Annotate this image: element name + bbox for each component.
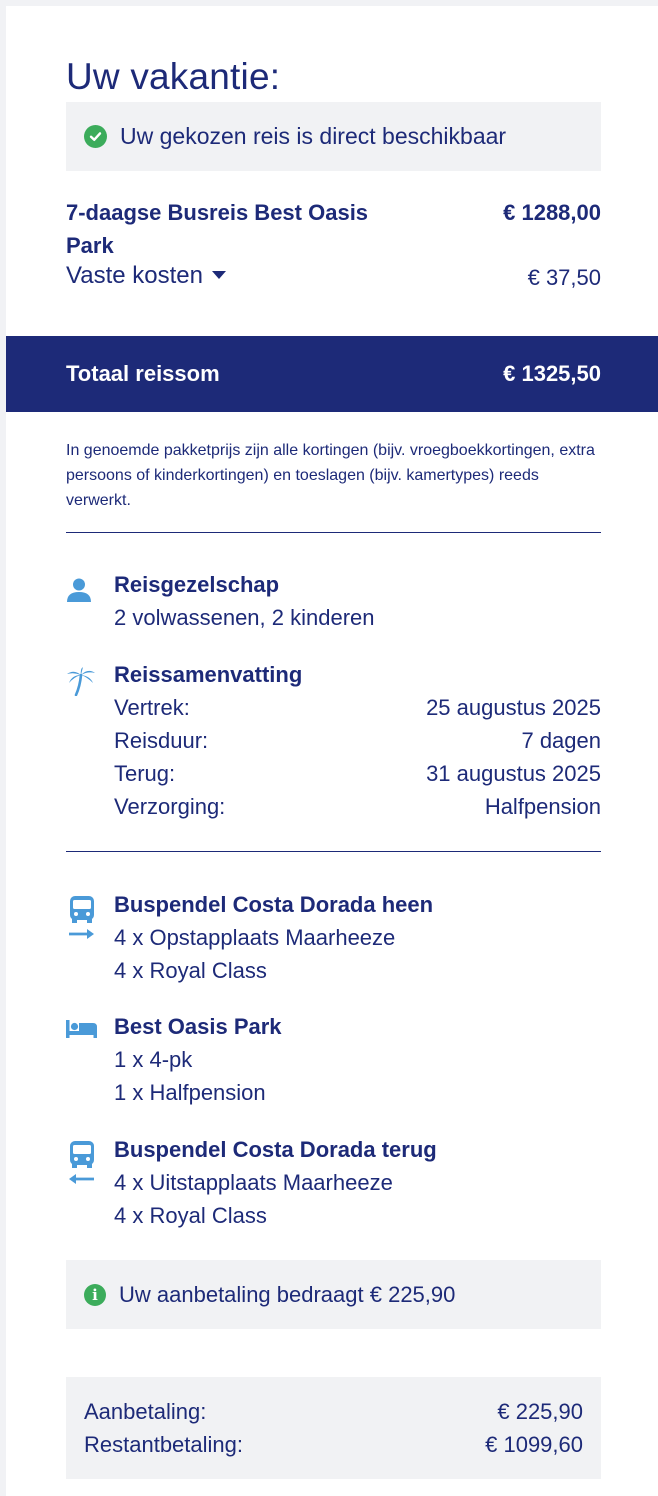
summary-label: Reisduur: [114, 728, 209, 753]
info-icon: i [84, 1284, 106, 1306]
payment-label: Aanbetaling: [84, 1399, 207, 1424]
fixed-costs-toggle[interactable] [66, 262, 226, 291]
payment-breakdown [66, 1377, 601, 1479]
vacation-summary-card [6, 6, 658, 1496]
hotel-line: 1 x Halfpension [114, 1080, 266, 1105]
summary-row-departure [114, 695, 601, 721]
trip-row [66, 196, 601, 262]
page-title: Uw vakantie: [66, 56, 281, 97]
hotel-title: Best Oasis Park [114, 1014, 282, 1039]
deposit-banner [66, 1260, 601, 1329]
summary-value: 31 augustus 2025 [426, 761, 601, 786]
outbound-title: Buspendel Costa Dorada heen [114, 892, 434, 917]
summary-value: Halfpension [484, 794, 601, 819]
fixed-costs-value: € 37,50 [527, 265, 601, 290]
return-title: Buspendel Costa Dorada terug [114, 1137, 437, 1162]
summary-value: 25 augustus 2025 [426, 695, 601, 720]
party-title: Reisgezelschap [114, 572, 280, 597]
payment-label: Restantbetaling: [84, 1432, 243, 1457]
fixed-costs-row [66, 262, 601, 291]
outbound-line: 4 x Royal Class [114, 958, 267, 983]
trip-price: € 1288,00 [503, 200, 601, 225]
outbound-line: 4 x Opstapplaats Maarheeze [114, 925, 396, 950]
party-value: 2 volwassenen, 2 kinderen [114, 605, 375, 630]
payment-row-deposit [84, 1399, 583, 1425]
palm-tree-icon [66, 666, 96, 701]
divider [66, 851, 601, 852]
deposit-text: Uw aanbetaling bedraagt € 225,90 [119, 1281, 456, 1307]
availability-banner [66, 102, 601, 171]
bus-outbound-icon [68, 896, 96, 947]
payment-value: € 1099,60 [485, 1432, 583, 1457]
payment-row-remainder [84, 1432, 583, 1458]
summary-title: Reissamenvatting [114, 662, 303, 687]
summary-row-return [114, 761, 601, 787]
bed-icon [66, 1020, 98, 1045]
summary-row-board [114, 794, 601, 820]
fixed-costs-label: Vaste kosten [66, 262, 203, 289]
summary-label: Verzorging: [114, 794, 226, 819]
payment-value: € 225,90 [497, 1399, 583, 1424]
trip-name: 7-daagse Busreis Best Oasis Park [66, 200, 369, 258]
total-value: € 1325,50 [503, 361, 601, 386]
person-icon [66, 578, 92, 607]
summary-row-duration [114, 728, 601, 754]
return-line: 4 x Uitstapplaats Maarheeze [114, 1170, 393, 1195]
availability-text: Uw gekozen reis is direct beschikbaar [120, 123, 507, 149]
check-circle-icon [84, 125, 107, 148]
summary-value: 7 dagen [521, 728, 601, 753]
caret-down-icon [212, 271, 226, 279]
divider [66, 532, 601, 533]
summary-label: Vertrek: [114, 695, 190, 720]
price-note: In genoemde pakketprijs zijn alle kortingen (bijv. vroegboekkortingen, extra persoons of kinderkortingen) en toeslagen (bijv. kamertypes) reeds verwerkt. [66, 442, 595, 509]
total-label: Totaal reissom [66, 361, 220, 386]
return-line: 4 x Royal Class [114, 1203, 267, 1228]
summary-label: Terug: [114, 761, 176, 786]
hotel-line: 1 x 4-pk [114, 1047, 193, 1072]
bus-return-icon [68, 1141, 96, 1192]
total-bar [6, 336, 658, 412]
